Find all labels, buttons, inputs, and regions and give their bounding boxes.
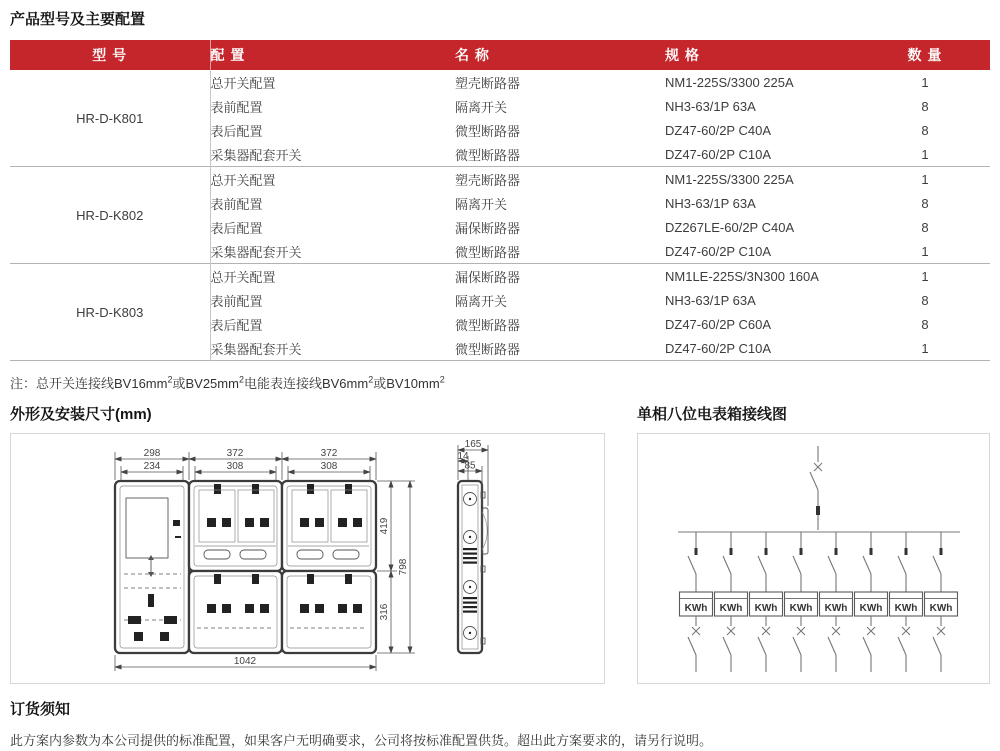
name-cell: 隔离开关 xyxy=(455,191,665,215)
dim-label-85: 85 xyxy=(464,460,476,472)
meter-branch xyxy=(750,532,783,672)
qty-cell: 1 xyxy=(860,264,990,289)
wiring-diagram xyxy=(638,434,989,683)
order-notice-title: 订货须知 xyxy=(10,701,71,718)
name-cell: 微型断路器 xyxy=(455,118,665,142)
config-cell: 总开关配置 xyxy=(210,167,455,192)
header-name: 名 称 xyxy=(455,40,665,70)
note-superscript: 2 xyxy=(167,374,173,385)
wiring-panel xyxy=(637,433,990,684)
meter-branch xyxy=(680,532,713,672)
main-breaker-symbol xyxy=(810,446,822,530)
spec-cell: NH3-63/1P 63A xyxy=(665,191,860,215)
dim-label-14: 14 xyxy=(457,451,469,462)
header-qty: 数 量 xyxy=(860,40,990,70)
note-superscript: 2 xyxy=(439,374,445,385)
header-model: 型 号 xyxy=(10,40,210,70)
model-cell: HR-D-K801 xyxy=(10,70,210,167)
meter-branch xyxy=(890,532,923,672)
kwh-meter-label: KWh xyxy=(929,603,953,614)
qty-cell: 8 xyxy=(860,191,990,215)
qty-cell: 8 xyxy=(860,215,990,239)
name-cell: 微型断路器 xyxy=(455,142,665,167)
dim-label-234: 234 xyxy=(143,461,161,472)
model-group-k802 xyxy=(10,167,990,264)
config-cell: 表前配置 xyxy=(210,94,455,118)
note-segment: 或BV10mm xyxy=(373,376,440,391)
dim-label-1042: 1042 xyxy=(233,656,257,667)
kwh-meter-label: KWh xyxy=(824,603,848,614)
front-top-dimensions xyxy=(115,448,376,480)
qty-cell: 1 xyxy=(860,239,990,264)
note-segment: 注：总开关连接线BV16mm xyxy=(10,376,168,391)
config-cell: 采集器配套开关 xyxy=(210,239,455,264)
kwh-meter-label: KWh xyxy=(684,603,708,614)
qty-cell: 1 xyxy=(860,336,990,361)
note-superscript: 2 xyxy=(368,374,374,385)
model-group-k803 xyxy=(10,264,990,361)
name-cell: 隔离开关 xyxy=(455,94,665,118)
config-cell: 采集器配套开关 xyxy=(210,336,455,361)
dim-label-308b: 308 xyxy=(320,461,338,472)
dim-label-798: 798 xyxy=(398,558,409,576)
config-cell: 采集器配套开关 xyxy=(210,142,455,167)
qty-cell: 8 xyxy=(860,288,990,312)
front-bottom-dimension xyxy=(115,655,376,671)
front-view-drawing xyxy=(115,448,415,671)
dim-label-308a: 308 xyxy=(226,461,244,472)
qty-cell: 8 xyxy=(860,94,990,118)
dim-label-165: 165 xyxy=(464,439,482,450)
spec-cell: NM1-225S/3300 225A xyxy=(665,167,860,192)
config-table xyxy=(10,40,990,361)
note-segment: 电能表连接线BV6mm xyxy=(243,376,369,391)
dimensions-title: 外形及安装尺寸(mm) xyxy=(10,406,152,423)
note-superscript: 2 xyxy=(238,374,244,385)
name-cell: 微型断路器 xyxy=(455,239,665,264)
header-config: 配 置 xyxy=(210,40,455,70)
order-notice-text: 此方案内参数为本公司提供的标准配置，如果客户无明确要求，公司将按标准配置供货。超出此方案要求的，请另行说明。 xyxy=(10,733,713,748)
order-notice-section xyxy=(10,700,990,749)
name-cell: 塑壳断路器 xyxy=(455,70,665,94)
config-cell: 总开关配置 xyxy=(210,70,455,94)
spec-cell: DZ47-60/2P C40A xyxy=(665,118,860,142)
table-row xyxy=(10,70,990,94)
spec-cell: NM1LE-225S/3N300 160A xyxy=(665,264,860,289)
spec-cell: NH3-63/1P 63A xyxy=(665,94,860,118)
meter-branch xyxy=(785,532,818,672)
config-cell: 表前配置 xyxy=(210,191,455,215)
dim-label-419: 419 xyxy=(379,517,390,535)
spec-cell: DZ47-60/2P C10A xyxy=(665,239,860,264)
config-table-header xyxy=(10,40,990,70)
qty-cell: 8 xyxy=(860,118,990,142)
spec-cell: NM1-225S/3300 225A xyxy=(665,70,860,94)
config-cell: 表前配置 xyxy=(210,288,455,312)
side-view-drawing xyxy=(457,439,488,653)
model-group-k801 xyxy=(10,70,990,167)
meter-branch xyxy=(820,532,853,672)
name-cell: 微型断路器 xyxy=(455,336,665,361)
qty-cell: 1 xyxy=(860,167,990,192)
dim-label-372b: 372 xyxy=(320,448,338,459)
kwh-meter-label: KWh xyxy=(789,603,813,614)
model-cell: HR-D-K803 xyxy=(10,264,210,361)
spec-cell: NH3-63/1P 63A xyxy=(665,288,860,312)
kwh-meter-label: KWh xyxy=(719,603,743,614)
wiring-title: 单相八位电表箱接线图 xyxy=(637,406,788,423)
dim-label-316: 316 xyxy=(379,603,390,621)
kwh-meter-label: KWh xyxy=(894,603,918,614)
config-cell: 表后配置 xyxy=(210,215,455,239)
note-segment: 或BV25mm xyxy=(172,376,239,391)
name-cell: 微型断路器 xyxy=(455,312,665,336)
meter-branch xyxy=(925,532,958,672)
table-row xyxy=(10,264,990,289)
config-cell: 表后配置 xyxy=(210,118,455,142)
qty-cell: 1 xyxy=(860,70,990,94)
spec-cell: DZ47-60/2P C60A xyxy=(665,312,860,336)
meter-branch xyxy=(715,532,748,672)
spec-cell: DZ47-60/2P C10A xyxy=(665,142,860,167)
name-cell: 塑壳断路器 xyxy=(455,167,665,192)
table-row xyxy=(10,167,990,192)
model-cell: HR-D-K802 xyxy=(10,167,210,264)
dimensions-panel xyxy=(10,433,605,684)
kwh-meter-label: KWh xyxy=(859,603,883,614)
page-title: 产品型号及主要配置 xyxy=(10,11,146,28)
name-cell: 漏保断路器 xyxy=(455,264,665,289)
name-cell: 漏保断路器 xyxy=(455,215,665,239)
dimension-drawing xyxy=(11,434,604,683)
note-text xyxy=(10,373,990,391)
header-spec: 规 格 xyxy=(665,40,860,70)
spec-cell: DZ267LE-60/2P C40A xyxy=(665,215,860,239)
kwh-meter-label: KWh xyxy=(754,603,778,614)
qty-cell: 8 xyxy=(860,312,990,336)
dim-label-298: 298 xyxy=(143,448,161,459)
name-cell: 隔离开关 xyxy=(455,288,665,312)
config-cell: 总开关配置 xyxy=(210,264,455,289)
meter-branch xyxy=(855,532,888,672)
dim-label-372a: 372 xyxy=(226,448,244,459)
front-right-dimensions xyxy=(377,481,415,653)
qty-cell: 1 xyxy=(860,142,990,167)
spec-cell: DZ47-60/2P C10A xyxy=(665,336,860,361)
config-cell: 表后配置 xyxy=(210,312,455,336)
